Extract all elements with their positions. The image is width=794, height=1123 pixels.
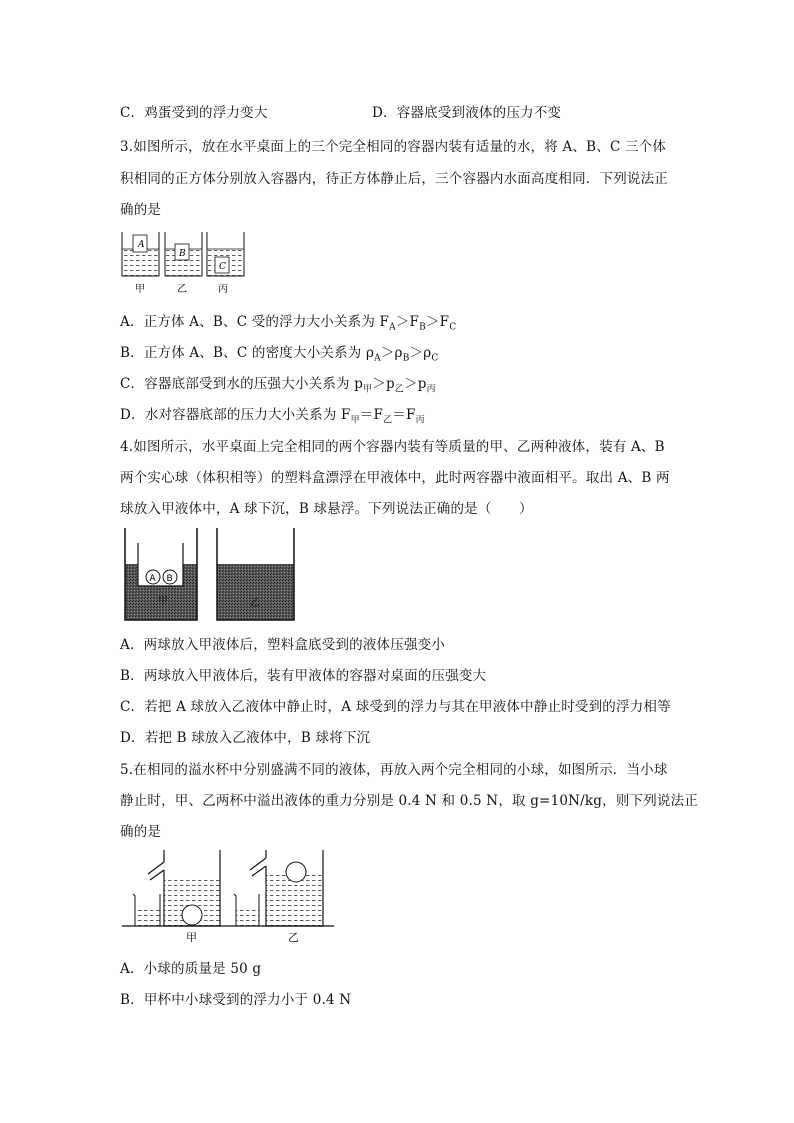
- q5-option-a: A．小球的质量是 50 g: [120, 961, 262, 977]
- q4-label-jia: 甲: [158, 596, 168, 607]
- q4-ball-label-b: B: [166, 574, 173, 584]
- q4-option-c: C．若把 A 球放入乙液体中静止时，A 球受到的浮力与其在甲液体中静止时受到的浮力相等: [120, 699, 671, 715]
- q3-option-d: D．水对容器底部的压力大小关系为 $F_甲=F_乙=F_丙$: [120, 407, 425, 426]
- q3-label-yi: 乙: [177, 284, 187, 295]
- q3-stem-line-1: 3.如图所示，放在水平桌面上的三个完全相同的容器内装有适量的水，将 A、B、C 三个体: [120, 139, 667, 155]
- q4-figure: [120, 526, 300, 626]
- q4-stem-line-2: 两个实心球（体积相等）的塑料盒漂浮在甲液体中，此时两容器中液面相平。取出 A、B 两: [120, 470, 670, 486]
- q5-beaker-jia: [133, 894, 160, 926]
- q5-figure: [120, 848, 340, 948]
- q3-cube-label-c: C: [219, 262, 226, 272]
- q5-ball-jia: [182, 905, 202, 925]
- q3-option-b: B．正方体 A、B、C 的密度大小关系为 $\rho_A>\rho_B>\rho_C$: [120, 345, 439, 364]
- q4-option-a: A．两球放入甲液体后，塑料盒底受到的液体压强变小: [120, 637, 446, 653]
- q3-stem-line-3: 确的是: [120, 202, 162, 218]
- q3-figure: [118, 228, 268, 298]
- q4-ball-label-a: A: [149, 574, 156, 584]
- q3-label-jia: 甲: [135, 284, 145, 295]
- q3-label-bing: 丙: [218, 284, 228, 295]
- q4-label-yi: 乙: [250, 598, 260, 609]
- q5-label-jia: 甲: [186, 931, 197, 944]
- q3-cube-label-a: A: [138, 240, 145, 250]
- q3-stem-line-2: 积相同的正方体分别放入容器内，待正方体静止后，三个容器内水面高度相同．下列说法正: [120, 171, 668, 187]
- q2-option-c: C．鸡蛋受到的浮力变大: [120, 105, 268, 121]
- q3-cube-label-b: B: [179, 249, 186, 259]
- q5-option-b: B．甲杯中小球受到的浮力小于 0.4 N: [120, 992, 352, 1008]
- q4-option-d: D．若把 B 球放入乙液体中，B 球将下沉: [120, 730, 371, 746]
- q5-stem-line-1: 5.在相同的溢水杯中分别盛满不同的液体，再放入两个完全相同的小球，如图所示．当小球: [120, 762, 668, 778]
- q5-label-yi: 乙: [288, 931, 299, 944]
- q3-option-c: C．容器底部受到水的压强大小关系为 $p_甲>p_乙>p_丙$: [120, 376, 436, 395]
- q5-stem-line-2: 静止时，甲、乙两杯中溢出液体的重力分别是 0.4 N 和 0.5 N，取 g=10N/kg，则下列说法正: [120, 793, 699, 809]
- q4-option-b: B．两球放入甲液体后，装有甲液体的容器对桌面的压强变大: [120, 668, 487, 684]
- q3-option-a: A．正方体 A、B、C 受的浮力大小关系为 $F_A>F_B>F_C$: [120, 314, 457, 333]
- q5-beaker-yi: [234, 894, 259, 926]
- q4-stem-line-3: 球放入甲液体中，A 球下沉，B 球悬浮。下列说法正确的是（ ）: [120, 501, 533, 517]
- q5-ball-yi: [286, 862, 306, 882]
- q3-container-jia: [122, 232, 159, 276]
- q5-stem-line-3: 确的是: [120, 824, 162, 840]
- q5-overflow-cup-yi: [250, 850, 323, 926]
- q2-option-d: D．容器底受到液体的压力不变: [372, 105, 562, 121]
- q4-stem-line-1: 4.如图所示，水平桌面上完全相同的两个容器内装有等质量的甲、乙两种液体，装有 A、B: [120, 439, 665, 455]
